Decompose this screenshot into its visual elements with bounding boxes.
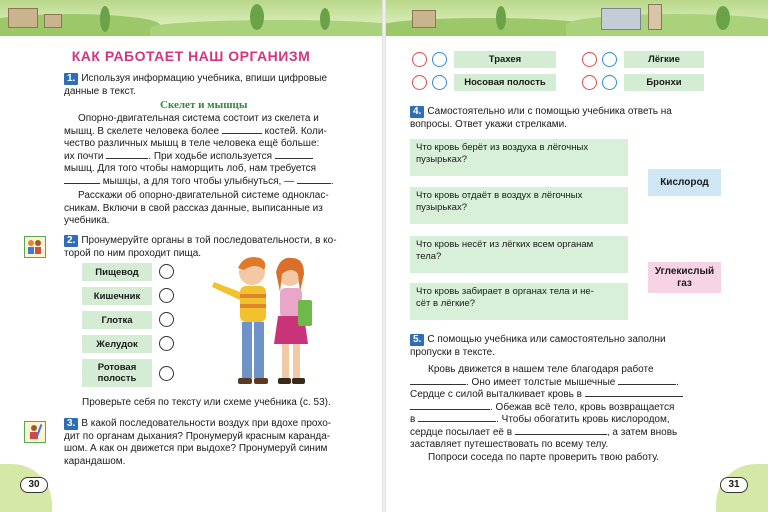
page-number: 31 <box>720 477 748 493</box>
answer-co2[interactable]: Углекислый газ <box>648 262 721 293</box>
pencil-task-icon <box>24 421 46 443</box>
organ-label: Кишечник <box>82 287 152 305</box>
question-box[interactable]: Что кровь забирает в органах тела и не- сёт в лёгкие? <box>410 283 628 320</box>
tree-icon <box>320 8 330 30</box>
question-box[interactable]: Что кровь несёт из лёгких всем органам тела? <box>410 236 628 273</box>
blank-field[interactable] <box>418 421 496 422</box>
organ-label: Носовая полость <box>454 74 556 91</box>
task5-instruction: 5. С помощью учебника или самостоятельно заполни пропуски в тексте. <box>410 334 666 358</box>
landscape-banner-left <box>0 0 382 40</box>
blue-circle[interactable] <box>602 75 617 90</box>
hill-shape <box>566 14 768 36</box>
house-icon <box>44 14 62 28</box>
children-illustration <box>200 252 322 392</box>
organ-label: Желудок <box>82 335 152 353</box>
order-circle[interactable] <box>159 264 174 279</box>
answer-oxygen[interactable]: Кислород <box>648 169 721 196</box>
task-number: 4. <box>410 106 424 118</box>
tree-icon <box>496 6 506 30</box>
organ-label: Бронхи <box>624 74 704 91</box>
blue-circle[interactable] <box>602 52 617 67</box>
task1-retell: Расскажи об опорно-двигательной системе одноклас- сникам. Включи в свой рассказ данные, выписанные из учебника. <box>64 190 329 226</box>
blank-field[interactable] <box>410 384 466 385</box>
blank-field[interactable] <box>515 434 607 435</box>
red-circle[interactable] <box>412 52 427 67</box>
organ-label: Трахея <box>454 51 556 68</box>
organ-label: Глотка <box>82 311 152 329</box>
task4-instruction: 4. Самостоятельно или с помощью учебника ответь на вопросы. Ответ укажи стрелками. <box>410 106 672 130</box>
blank-field[interactable] <box>64 183 100 184</box>
task2-check: Проверьте себя по тексту или схеме учебника (с. 53). <box>82 397 331 408</box>
blank-field[interactable] <box>275 158 313 159</box>
task5-fill-text: Кровь движется в нашем теле благодаря работе . Оно имеет толстые мышечные . Сердце с силой выталкивает кровь в . Обежав всё тело, кровь возвращается в . Чтобы обогатить кровь кислородом, сердце посылает её в , а затем вновь заставляет путешествовать по всему телу. <box>410 364 730 452</box>
task-number: 3. <box>64 418 78 430</box>
tree-icon <box>250 4 264 30</box>
page-number: 30 <box>20 477 48 493</box>
section-subtitle: Скелет и мышцы <box>160 99 248 111</box>
blank-field[interactable] <box>297 183 331 184</box>
blue-circle[interactable] <box>432 52 447 67</box>
building-icon <box>601 8 641 30</box>
red-circle[interactable] <box>582 75 597 90</box>
blank-field[interactable] <box>410 409 490 410</box>
task1-instruction: 1. Используя информацию учебника, впиши цифровые данные в текст. <box>64 73 328 97</box>
order-circle[interactable] <box>159 288 174 303</box>
left-page <box>0 0 382 512</box>
tree-icon <box>100 6 110 32</box>
house-icon <box>412 10 436 28</box>
right-page <box>386 0 768 512</box>
landscape-banner-right <box>386 0 768 40</box>
organ-label: Пищевод <box>82 263 152 281</box>
order-circle[interactable] <box>159 366 174 381</box>
organ-label: Лёгкие <box>624 51 704 68</box>
tower-icon <box>648 4 662 30</box>
question-box[interactable]: Что кровь отдаёт в воздух в лёгочных пузырьках? <box>410 187 628 224</box>
task-number: 5. <box>410 334 424 346</box>
closing-note: Попроси соседа по парте проверить твою работу. <box>428 452 660 463</box>
organ-label: Ротовая полость <box>82 359 152 387</box>
blank-field[interactable] <box>222 133 262 134</box>
blank-field[interactable] <box>618 384 676 385</box>
task-number: 1. <box>64 73 78 85</box>
blank-field[interactable] <box>106 158 148 159</box>
order-circle[interactable] <box>159 336 174 351</box>
pair-work-icon <box>24 236 46 258</box>
house-icon <box>8 8 38 28</box>
task3-instruction: 3. В какой последовательности воздух при вдохе прохо- дит по органам дыхания? Пронумеруй красным каранда- шом. А как он движется при выдохе? Пронумеруй синим карандашом. <box>64 418 332 467</box>
red-circle[interactable] <box>582 52 597 67</box>
order-circle[interactable] <box>159 312 174 327</box>
page-title: КАК РАБОТАЕТ НАШ ОРГАНИЗМ <box>71 48 311 64</box>
blank-field[interactable] <box>585 396 683 397</box>
tree-icon <box>716 6 730 30</box>
task2-instruction: 2. Пронумеруйте органы в той последовательности, в ко- торой по ним проходит пища. <box>64 235 337 259</box>
red-circle[interactable] <box>412 75 427 90</box>
hill-shape <box>150 20 382 36</box>
blue-circle[interactable] <box>432 75 447 90</box>
task-number: 2. <box>64 235 78 247</box>
task1-paragraph: Опорно-двигательная система состоит из скелета и мышц. В скелете человека более костей. Коли- чество различных мышц в теле человека ещё больше: их почти . При ходьбе используется мышц. Для того чтобы наморщить лоб, нам требуется мышцы, а для того чтобы улыбнуться, — . <box>64 113 334 187</box>
question-box[interactable]: Что кровь берёт из воздуха в лёгочных пузырьках? <box>410 139 628 176</box>
